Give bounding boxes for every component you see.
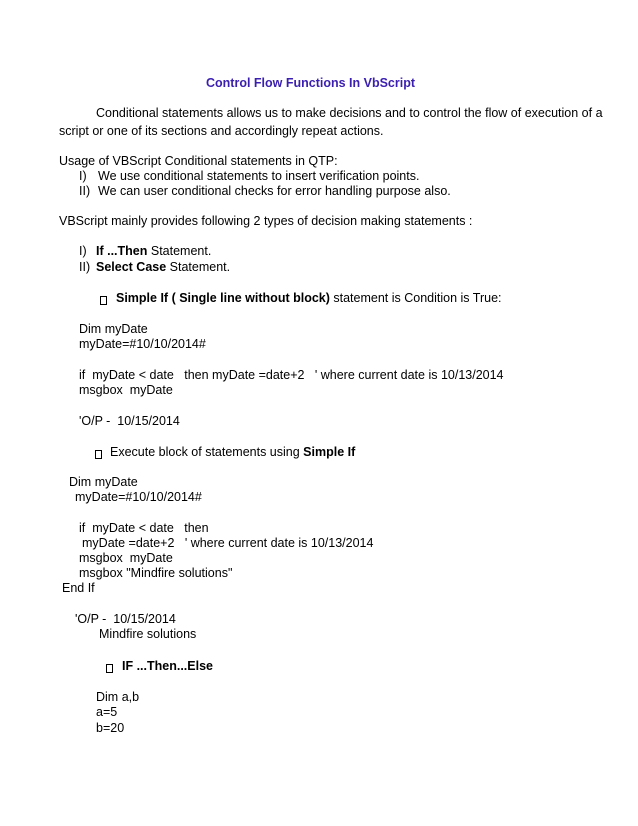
- intro-line-2: script or one of its sections and accordingly repeat actions.: [59, 124, 384, 138]
- type-item-2-bold: Select Case: [96, 260, 167, 274]
- section2-code-line: msgbox myDate: [79, 551, 173, 565]
- section2-heading-plain: Execute block of statements using: [110, 445, 304, 459]
- section2-output: Mindfire solutions: [99, 627, 197, 641]
- section2-code-line: myDate =date+2 ' where current date is 10/13/2014: [82, 536, 374, 550]
- section3-code-line: Dim a,b: [96, 690, 140, 704]
- section1-code-line: myDate=#10/10/2014#: [79, 337, 206, 351]
- type-item-1: [96, 244, 211, 259]
- type-item-2-rest: Statement.: [166, 260, 231, 274]
- type-item-2-num: II): [79, 260, 91, 274]
- section1-heading: [116, 291, 502, 306]
- type-item-1-num: I): [79, 244, 87, 258]
- section3-bullet-icon: [106, 661, 113, 676]
- section2-code-line: Dim myDate: [69, 475, 138, 489]
- section2-heading: [110, 445, 355, 460]
- section1-heading-bold: Simple If ( Single line without block): [116, 291, 330, 305]
- types-intro: VBScript mainly provides following 2 types of decision making statements :: [59, 214, 473, 228]
- section2-output: 'O/P - 10/15/2014: [75, 612, 176, 626]
- section1-code-line: if myDate < date then myDate =date+2 ' where current date is 10/13/2014: [79, 368, 504, 382]
- type-item-1-bold: If ...Then: [96, 244, 148, 258]
- section2-bullet-icon: [95, 447, 102, 462]
- section3-code-line: a=5: [96, 705, 118, 719]
- section2-code-line: if myDate < date then: [79, 521, 209, 535]
- section3-heading: [122, 659, 213, 674]
- section1-code-line: Dim myDate: [79, 322, 148, 336]
- section2-code-line: myDate=#10/10/2014#: [75, 490, 202, 504]
- section1-code-line: msgbox myDate: [79, 383, 173, 397]
- usage-item-1-text: We use conditional statements to insert verification points.: [98, 169, 420, 183]
- type-item-1-rest: Statement.: [147, 244, 212, 258]
- usage-heading: Usage of VBScript Conditional statements in QTP:: [59, 154, 338, 168]
- section2-code-line: msgbox "Mindfire solutions": [79, 566, 233, 580]
- section3-heading-bold: IF ...Then...Else: [122, 659, 213, 673]
- section2-heading-bold: Simple If: [303, 445, 356, 459]
- usage-item-2-text: We can user conditional checks for error handling purpose also.: [98, 184, 451, 198]
- intro-line-1: Conditional statements allows us to make decisions and to control the flow of execution of a: [96, 106, 603, 120]
- type-item-2: [96, 260, 230, 275]
- usage-item-2-num: II): [79, 184, 91, 198]
- section2-code-line: End If: [62, 581, 95, 595]
- section3-code-line: b=20: [96, 721, 125, 735]
- page-title: Control Flow Functions In VbScript: [206, 76, 416, 90]
- section1-bullet-icon: [100, 293, 107, 308]
- section1-heading-rest: statement is Condition is True:: [329, 291, 502, 305]
- usage-item-1-num: I): [79, 169, 87, 183]
- section1-output: 'O/P - 10/15/2014: [79, 414, 180, 428]
